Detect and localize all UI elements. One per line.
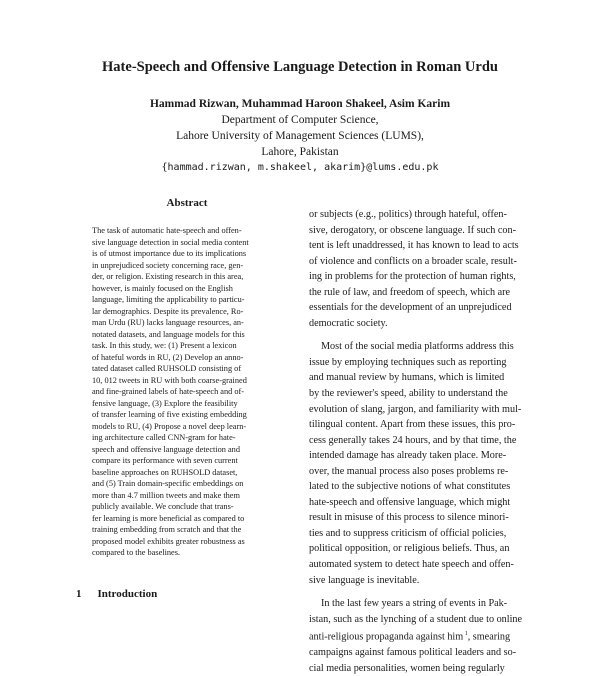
paper-title: Hate-Speech and Offensive Language Detection in Roman Urdu	[102, 59, 498, 75]
text-line: intended damage has already taken place. More-	[309, 450, 507, 462]
text-line: compare its performance with seven current	[92, 456, 238, 465]
text-line: the rule of law, and freedom of speech, which are	[309, 286, 511, 298]
section-heading	[76, 588, 157, 600]
text-line: automated system to detect hate speech and offen-	[309, 559, 514, 571]
text-line: istan, such as the lynching of a student due to online	[309, 613, 523, 625]
text-line: and (5) Train domain-specific embeddings on	[92, 479, 244, 488]
text-line: ing in problems for the protection of human rights,	[309, 271, 516, 283]
text-line: by the reviewer's speed, ability to understand the	[309, 388, 508, 400]
body-paragraph	[309, 207, 527, 331]
text-line: in unprejudiced society concerning race, gen-	[92, 260, 244, 270]
text-line: In the last few years a string of events in Pak-	[321, 598, 508, 610]
text-line: hate-speech and offensive language, which might	[309, 496, 511, 508]
text-line: Most of the social media platforms address this	[321, 341, 514, 353]
text-line: of violence and conflicts on a broader scale, result-	[309, 255, 517, 267]
abstract-column	[89, 197, 285, 559]
text-line: 10, 012 tweets in RU with both coarse-grained	[92, 375, 247, 385]
text-line: publicly available. We conclude that trans-	[92, 502, 234, 511]
author-email: {hammad.rizwan, m.shakeel, akarim}@lums.edu.pk	[161, 162, 439, 173]
text-line: cess generally takes 24 hours, and by that time, the	[309, 434, 517, 446]
body-paragraph	[309, 339, 527, 588]
text-line: task. In this study, we: (1) Present a lexicon	[92, 341, 237, 350]
text-line: lar demographics. Despite its prevalence, Ro-	[92, 306, 244, 316]
text-line: of hateful words in RU, (2) Develop an anno-	[92, 352, 244, 362]
affiliation-line: Lahore University of Management Sciences (LUMS),	[176, 130, 424, 142]
footnote-marker[interactable]: 1	[463, 631, 468, 638]
text-line: speech and offensive language detection and	[92, 444, 240, 454]
text-line: The task of automatic hate-speech and offen-	[92, 226, 242, 235]
text-line: sive, derogatory, or obscene language. If such con-	[309, 224, 516, 236]
text-line: over, the manual process also poses problems re-	[309, 465, 509, 477]
text-line: man Urdu (RU) lacks language resources, an-	[92, 318, 244, 327]
text-line: tent is left unaddressed, it has known to lead to acts	[309, 240, 519, 252]
abstract-heading: Abstract	[166, 197, 208, 209]
body-column	[309, 207, 527, 676]
text-line: or subjects (e.g., politics) through hateful, offen-	[309, 209, 507, 220]
text-line: sive language detection in social media content	[92, 237, 249, 247]
text-line: democratic society.	[309, 317, 388, 329]
text-fragment: , smearing	[467, 631, 511, 643]
text-line: sive language is inevitable.	[309, 574, 420, 586]
text-line: fensive language, (3) Explore the feasibility	[92, 398, 238, 408]
text-line: of transfer learning of five existing embedding	[92, 410, 247, 419]
text-line: and manual review by humans, which is limited	[309, 372, 505, 384]
text-line: der, or religion. Existing research in this area,	[92, 272, 244, 281]
text-line: ing architecture called CNN-gram for hate-	[92, 433, 236, 442]
body-paragraph	[309, 596, 527, 676]
affiliation-line: Lahore, Pakistan	[261, 146, 339, 158]
section-title: Introduction	[97, 588, 158, 600]
text-line: is of utmost importance due to its implications	[92, 249, 247, 258]
text-line: lated to the subjective notions of what constitutes	[309, 481, 511, 493]
text-line: fer learning is more beneficial as compared to	[92, 513, 245, 523]
text-line: result in misuse of this process to silence minori-	[309, 512, 509, 524]
text-line: baseline approaches on RUHSOLD dataset,	[92, 467, 238, 477]
text-line: more than 4.7 million tweets and make them	[92, 490, 240, 500]
text-line: campaigns against famous political leaders and so-	[309, 647, 517, 659]
text-line: tilingual content. Apart from these issues, this pro-	[309, 419, 516, 431]
affiliation-line: Department of Computer Science,	[221, 114, 379, 126]
text-line: compared to the baselines.	[92, 548, 181, 557]
text-line: language, limiting the applicability to particu-	[92, 295, 245, 304]
text-line: models to RU, (4) Propose a novel deep learn-	[92, 421, 247, 431]
text-line: tated dataset called RUHSOLD consisting of	[92, 364, 242, 373]
section-number: 1	[76, 588, 82, 600]
author-block	[0, 96, 600, 176]
text-line: training embedding from scratch and that the	[92, 525, 242, 534]
text-line: essentials for the development of an unprejudiced	[309, 302, 512, 314]
text-line: proposed model exhibits greater robustness as	[92, 536, 245, 546]
text-line: issue by employing techniques such as reporting	[309, 356, 507, 368]
text-line: notated datasets, and language models for this	[92, 329, 245, 339]
text-line: political opposition, or religious beliefs. Thus, an	[309, 543, 510, 555]
author-names: Hammad Rizwan, Muhammad Haroon Shakeel, Asim Karim	[149, 98, 451, 110]
text-line: evolution of slang, jargon, and familiarity with mul-	[309, 403, 522, 415]
abstract-body	[89, 225, 285, 559]
text-line: and fine-grained labels of hate-speech and of-	[92, 387, 245, 396]
text-line: cial media personalities, women being regularly	[309, 662, 505, 674]
text-line: ties and to suppress criticism of official policies,	[309, 527, 507, 539]
text-line: however, is mainly focused on the English	[92, 283, 233, 293]
text-line: anti-religious propaganda against him $^1$, smearing	[309, 631, 511, 643]
